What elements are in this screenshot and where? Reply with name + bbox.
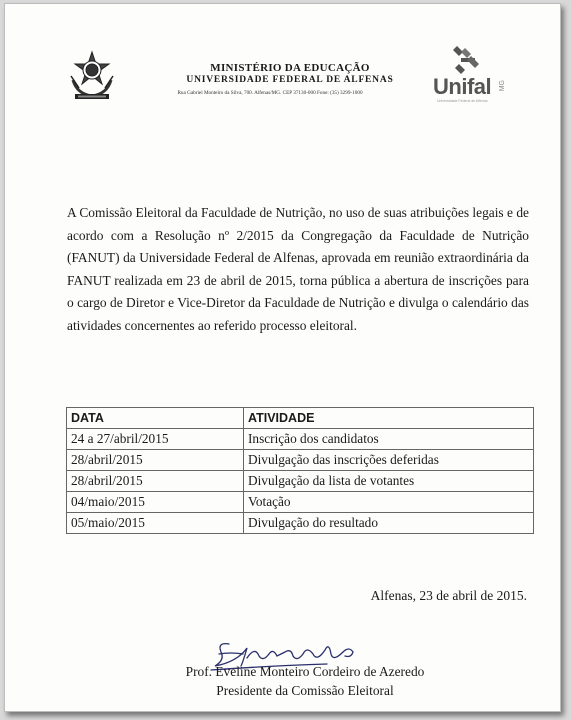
table-row xyxy=(67,513,534,534)
cell-activity: Divulgação do resultado xyxy=(244,513,534,534)
unifal-logo-icon xyxy=(453,44,481,74)
cell-date: 28/abril/2015 xyxy=(67,471,244,492)
table-row xyxy=(67,429,534,450)
cell-date: 24 a 27/abril/2015 xyxy=(67,429,244,450)
schedule-table xyxy=(66,407,534,534)
column-header-activity: ATIVIDADE xyxy=(244,408,534,429)
cell-activity: Inscrição dos candidatos xyxy=(244,429,534,450)
brazil-coat-of-arms-icon xyxy=(67,50,117,102)
university-address: Rua Gabriel Monteiro da Silva, 700. Alfenas/MG. CEP 37130-000 Fone: (35) 3299-1000 xyxy=(177,90,363,96)
logo-tagline: Universidade Federal de Alfenas xyxy=(437,99,488,103)
logo-wordmark: Unifal xyxy=(433,74,492,99)
cell-date: 05/maio/2015 xyxy=(67,513,244,534)
signer-role: Presidente da Comissão Eleitoral xyxy=(216,683,394,698)
cell-activity: Votação xyxy=(244,492,534,513)
cell-date: 04/maio/2015 xyxy=(67,492,244,513)
place-and-date: Alfenas, 23 de abril de 2015. xyxy=(370,588,527,603)
university-name: UNIVERSIDADE FEDERAL DE ALFENAS xyxy=(186,75,394,85)
announcement-paragraph: A Comissão Eleitoral da Faculdade de Nutrição, no uso de suas atribuições legais e de acordo com a Resolução nº 2/2015 da Congregação da Faculdade de Nutrição (FANUT) da Universidade Federal de Alfenas, aprovada em reunião extraordinária da FANUT realizada em 23 de abril de 2015, torna pública a abertura de inscrições para o cargo de Diretor e Vice-Diretor da Faculdade de Nutrição e divulga o calendário das atividades concernentes ao referido processo eleitoral. xyxy=(67,205,529,333)
cell-date: 28/abril/2015 xyxy=(67,450,244,471)
table-row xyxy=(67,471,534,492)
document-page xyxy=(4,3,561,712)
column-header-date: DATA xyxy=(67,408,244,429)
signer-name: Prof. Eveline Monteiro Cordeiro de Azeredo xyxy=(185,664,425,679)
cell-activity: Divulgação das inscrições deferidas xyxy=(244,450,534,471)
ministry-title: MINISTÉRIO DA EDUCAÇÃO xyxy=(210,62,370,74)
table-header-row xyxy=(67,408,534,429)
table-row xyxy=(67,492,534,513)
letterhead xyxy=(5,4,560,114)
logo-superscript: MG xyxy=(499,80,506,92)
cell-activity: Divulgação da lista de votantes xyxy=(244,471,534,492)
table-row xyxy=(67,450,534,471)
